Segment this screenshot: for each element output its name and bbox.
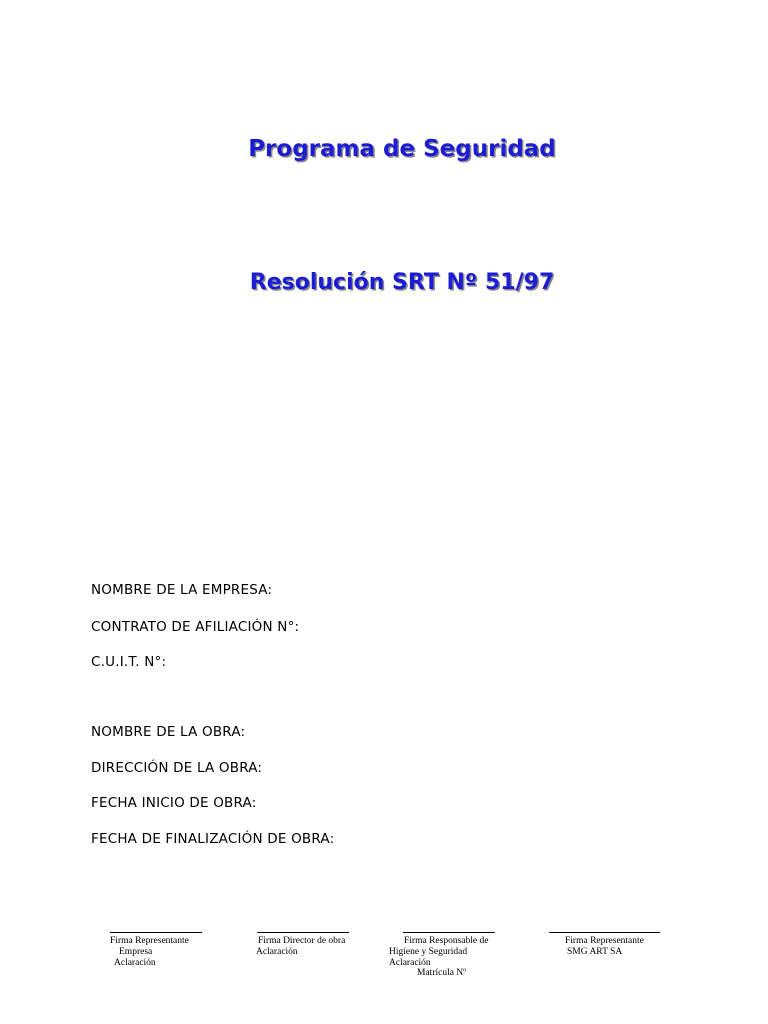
signature-caption-art-rep: Firma Representante — [565, 936, 644, 946]
signature-line-art-rep — [549, 932, 660, 933]
signature-line-company-rep — [110, 932, 202, 933]
signature-caption-safety-officer: Matrícula Nº — [417, 968, 467, 978]
signature-line-safety-officer — [403, 932, 495, 933]
signature-caption-safety-officer: Higiene y Seguridad — [389, 947, 468, 957]
work-end-date-label: FECHA DE FINALIZACIÓN DE OBRA: — [91, 831, 335, 847]
signature-caption-safety-officer: Firma Responsable de — [404, 936, 489, 946]
signature-caption-safety-officer: Aclaración — [389, 958, 431, 968]
resolution-title: Resolución SRT Nº 51/97 — [249, 270, 555, 295]
signature-caption-art-rep: SMG ART SA — [567, 947, 623, 957]
signature-caption-company-rep: Aclaración — [114, 958, 156, 968]
work-address-label: DIRECCIÓN DE LA OBRA: — [91, 760, 263, 776]
company-name-label: NOMBRE DE LA EMPRESA: — [91, 582, 273, 598]
signature-caption-company-rep: Firma Representante — [110, 936, 189, 946]
cuit-label: C.U.I.T. N°: — [91, 654, 167, 670]
affiliation-contract-label: CONTRATO DE AFILIACIÓN N°: — [91, 619, 300, 635]
work-name-label: NOMBRE DE LA OBRA: — [91, 724, 246, 740]
work-start-date-label: FECHA INICIO DE OBRA: — [91, 795, 257, 811]
signature-caption-work-director: Firma Director de obra — [258, 936, 346, 946]
document-title: Programa de Seguridad — [248, 136, 556, 162]
signature-caption-work-director: Aclaración — [256, 947, 298, 957]
signature-line-work-director — [257, 932, 349, 933]
signature-caption-company-rep: Empresa — [119, 947, 153, 957]
